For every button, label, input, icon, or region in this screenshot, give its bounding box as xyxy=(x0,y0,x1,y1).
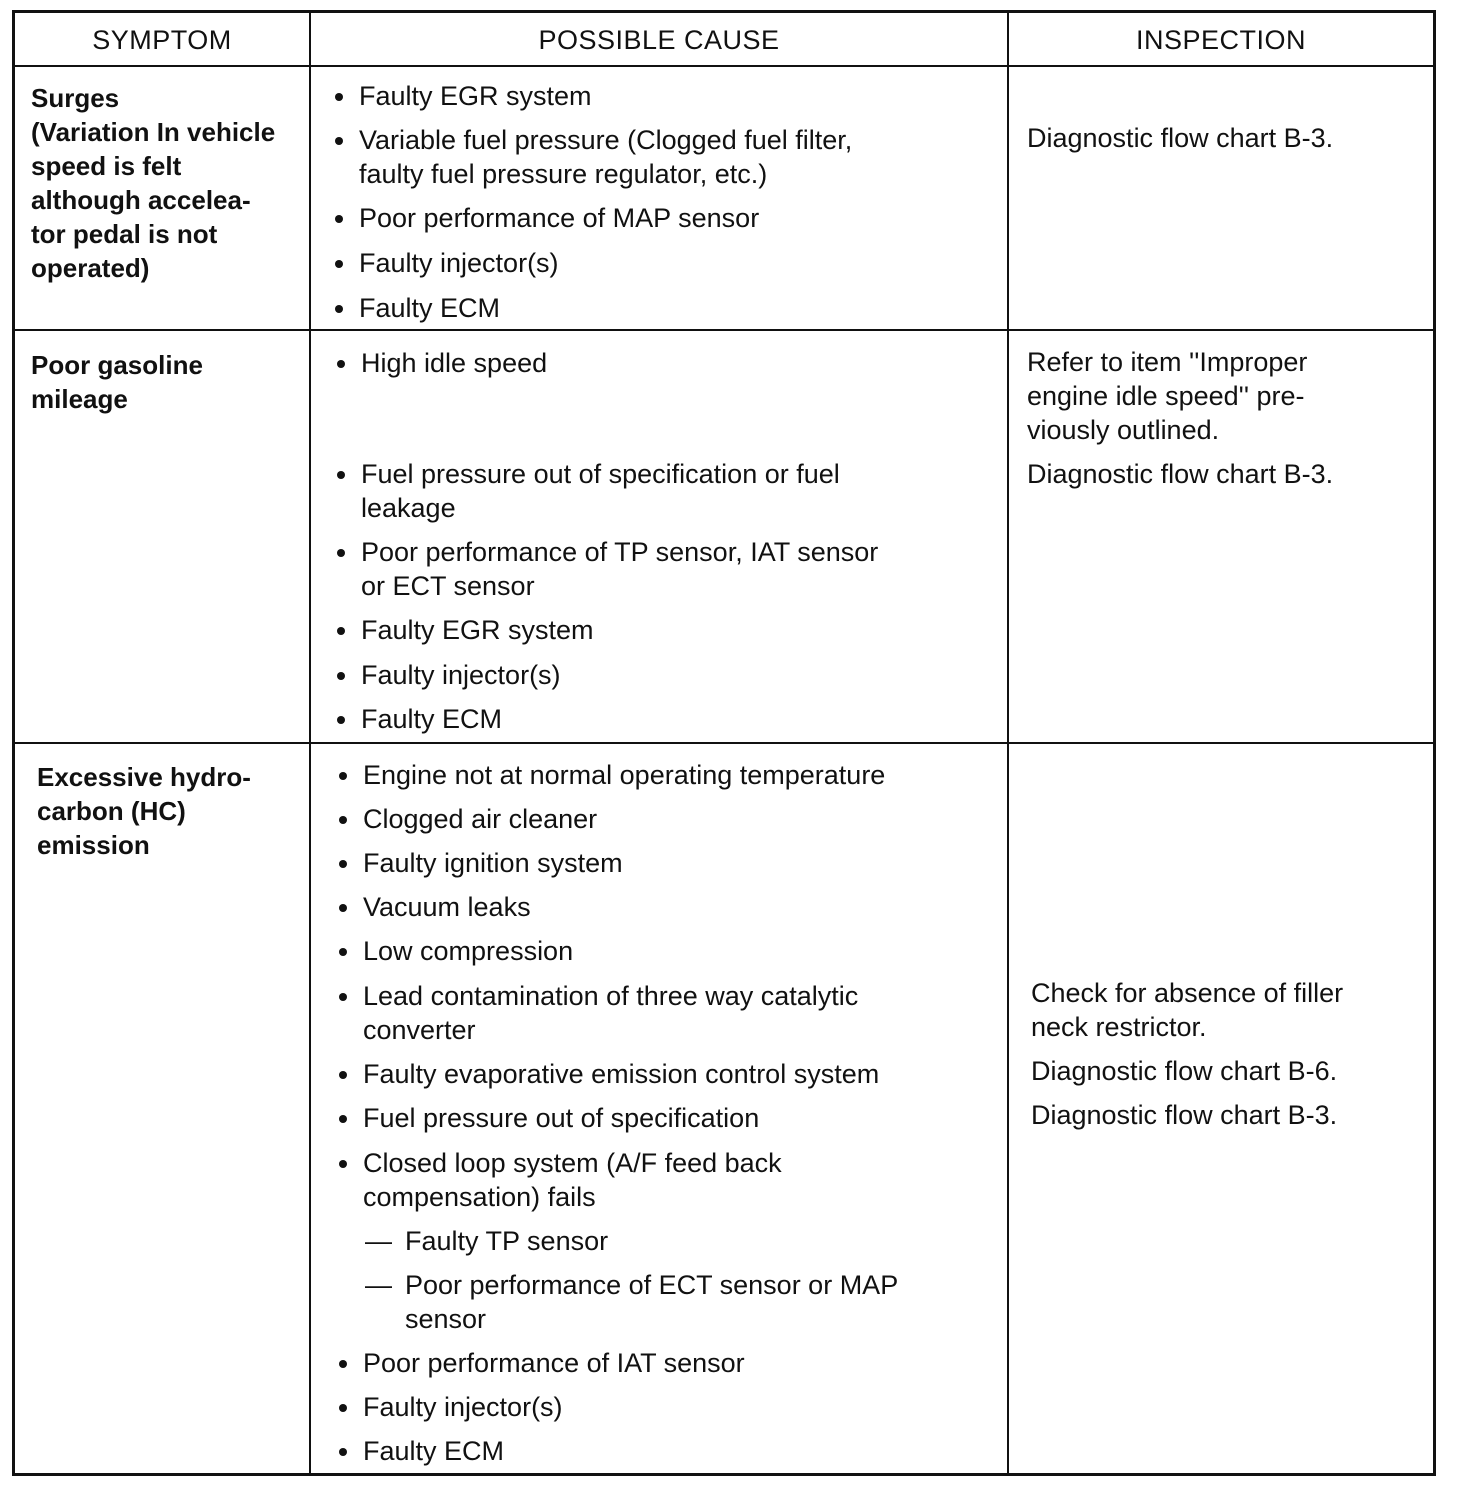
symptom-line: operated) xyxy=(31,253,150,283)
troubleshooting-table: SYMPTOM POSSIBLE CAUSE INSPECTION Surges (Variation In vehicle speed is felt although accelea- tor pedal is not operated) Faulty EGR system Variable fuel pressure (Clogged fuel filter, faulty fuel pressure regulator, etc.) Poor performance of MAP sensor Faulty injector(s) Faulty ECM Diagnostic flow chart B-3. Poor gasoline mileage High idle speed Fuel pressure out of specification or fuel leakage Poor performance of TP sensor, IAT sensor or ECT sensor Faulty EGR system Faulty injector(s) Faulty ECM Refer to item ''Improper engine idle speed'' pre- viously outlined. Diagnostic flow chart B-3. Excessive hydro- carbon (HC) emission Engine not at normal operating temperature Clogged air cleaner Faulty ignition system Vacuum leaks Low compression Lead contamination of three way catalytic converter Faulty evaporative emission control system Fuel pressure out of specification Closed loop system (A/F feed back compensation) fails — Faulty TP sensor — Poor performance of ECT sensor or MAP sensor Poor performance of IAT sensor Faulty injector(s) Faulty ECM Check for absence of filler neck restrictor. Diagnostic flow chart B-6. Diagnostic flow chart B-3. xyxy=(12,10,1436,1476)
symptom-line: tor pedal is not xyxy=(31,219,218,249)
header-possible-cause: POSSIBLE CAUSE xyxy=(538,24,780,55)
header-inspection: INSPECTION xyxy=(1135,24,1307,55)
inspection-line: neck restrictor. xyxy=(1031,1012,1207,1042)
symptom-line: although accelea- xyxy=(31,185,251,215)
inspection-line: Diagnostic flow chart B-3. xyxy=(1027,459,1334,489)
symptom-line: Excessive hydro- xyxy=(37,762,251,792)
inspection-surges xyxy=(1027,121,1333,155)
symptom-line: mileage xyxy=(31,384,128,414)
inspection-line: viously outlined. xyxy=(1027,415,1220,445)
inspection-line: Diagnostic flow chart B-3. xyxy=(1027,123,1334,153)
symptom-line: Poor gasoline xyxy=(31,350,203,380)
symptom-line: emission xyxy=(37,830,150,860)
row-divider xyxy=(15,742,1433,744)
symptom-line: speed is felt xyxy=(31,151,182,181)
inspection-excessive-hc xyxy=(1031,976,1343,1132)
inspection-line: Refer to item ''Improper xyxy=(1027,347,1308,377)
inspection-line: engine idle speed'' pre- xyxy=(1027,381,1305,411)
symptom-surges xyxy=(31,81,275,285)
header-symptom: SYMPTOM xyxy=(92,24,232,55)
symptom-line: Surges xyxy=(31,83,120,113)
inspection-line: Check for absence of filler xyxy=(1031,978,1344,1008)
symptom-line: (Variation In vehicle xyxy=(31,117,276,147)
symptom-poor-mileage xyxy=(31,348,203,416)
inspection-line: Diagnostic flow chart B-3. xyxy=(1031,1100,1338,1130)
inspection-poor-mileage xyxy=(1027,345,1333,491)
row-divider xyxy=(15,329,1433,331)
symptom-line: carbon (HC) xyxy=(37,796,186,826)
symptom-excessive-hc xyxy=(37,760,251,862)
inspection-line: Diagnostic flow chart B-6. xyxy=(1031,1056,1338,1086)
